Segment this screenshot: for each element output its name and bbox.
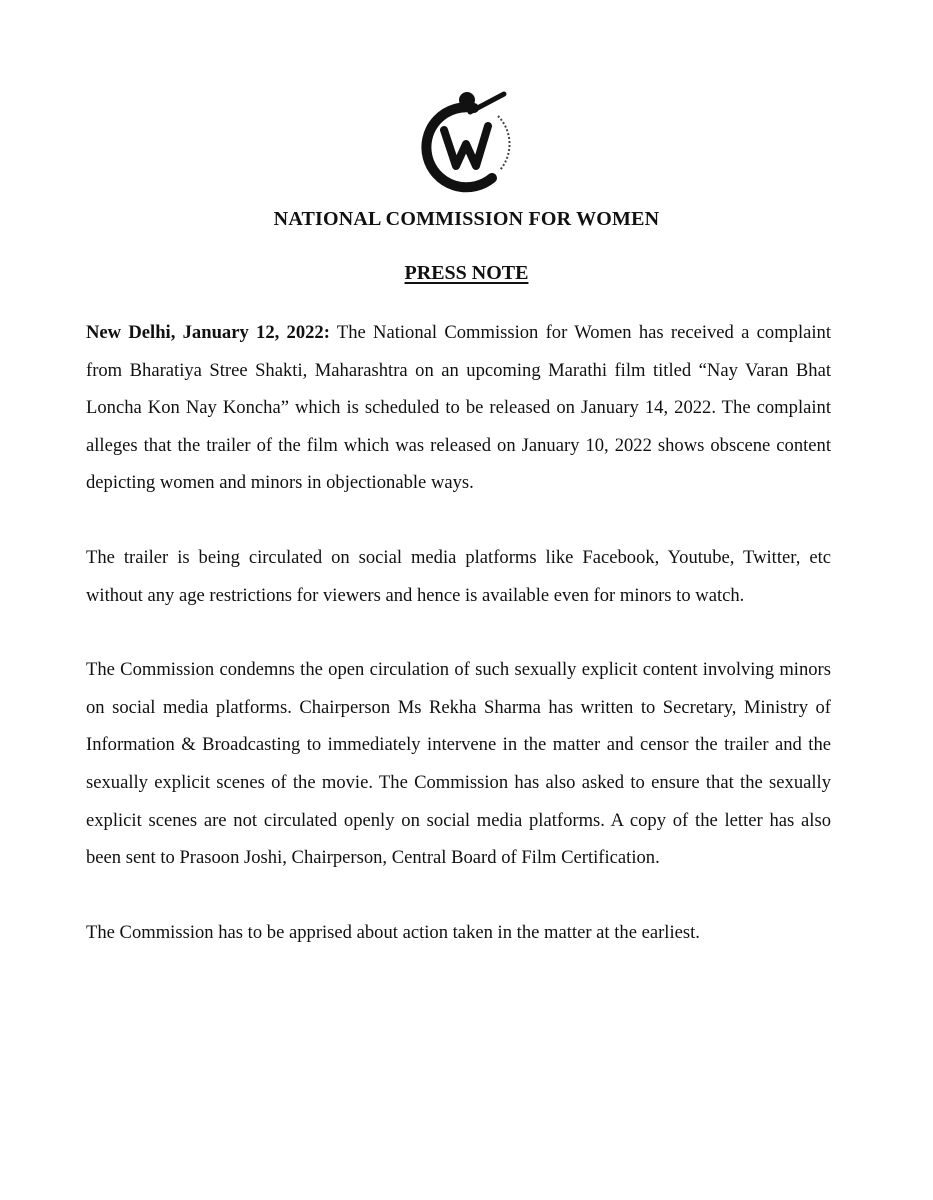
paragraph-1 xyxy=(86,314,831,502)
paragraph-2: The trailer is being circulated on social media platforms like Facebook, Youtube, Twitter, etc without any age restrictions for viewers and hence is available even for minors to watch. xyxy=(86,546,831,606)
paragraph-3: The Commission condemns the open circulation of such sexually explicit content involving minors on social media platforms. Chairperson Ms Rekha Sharma has written to Secretary, Ministry of Information & Broadcasting to immediately intervene in the matter and censor the trailer and the sexually explicit scenes of the movie. The Commission has also asked to ensure that the sexually explicit scenes are not circulated openly on social media platforms. A copy of the letter has also been sent to Prasoon Joshi, Chairperson, Central Board of Film Certification. xyxy=(86,659,831,869)
ncw-emblem-icon xyxy=(414,86,518,194)
paragraph-1-text: The National Commission for Women has received a complaint from Bharatiya Stree Shakti, Maharashtra on an upcoming Marathi film titled “Nay Varan Bhat Loncha Kon Nay Koncha” which is scheduled to be released on January 14, 2022. The complaint alleges that the trailer of the film which was released on January 10, 2022 shows obscene content depicting women and minors in objectionable ways. xyxy=(86,322,831,494)
press-note-body xyxy=(86,314,831,988)
document-type-heading: PRESS NOTE xyxy=(404,262,529,284)
dateline: New Delhi, January 12, 2022: xyxy=(86,322,330,343)
paragraph-4: The Commission has to be apprised about action taken in the matter at the earliest. xyxy=(86,921,700,943)
organization-title: NATIONAL COMMISSION FOR WOMEN xyxy=(273,208,660,230)
